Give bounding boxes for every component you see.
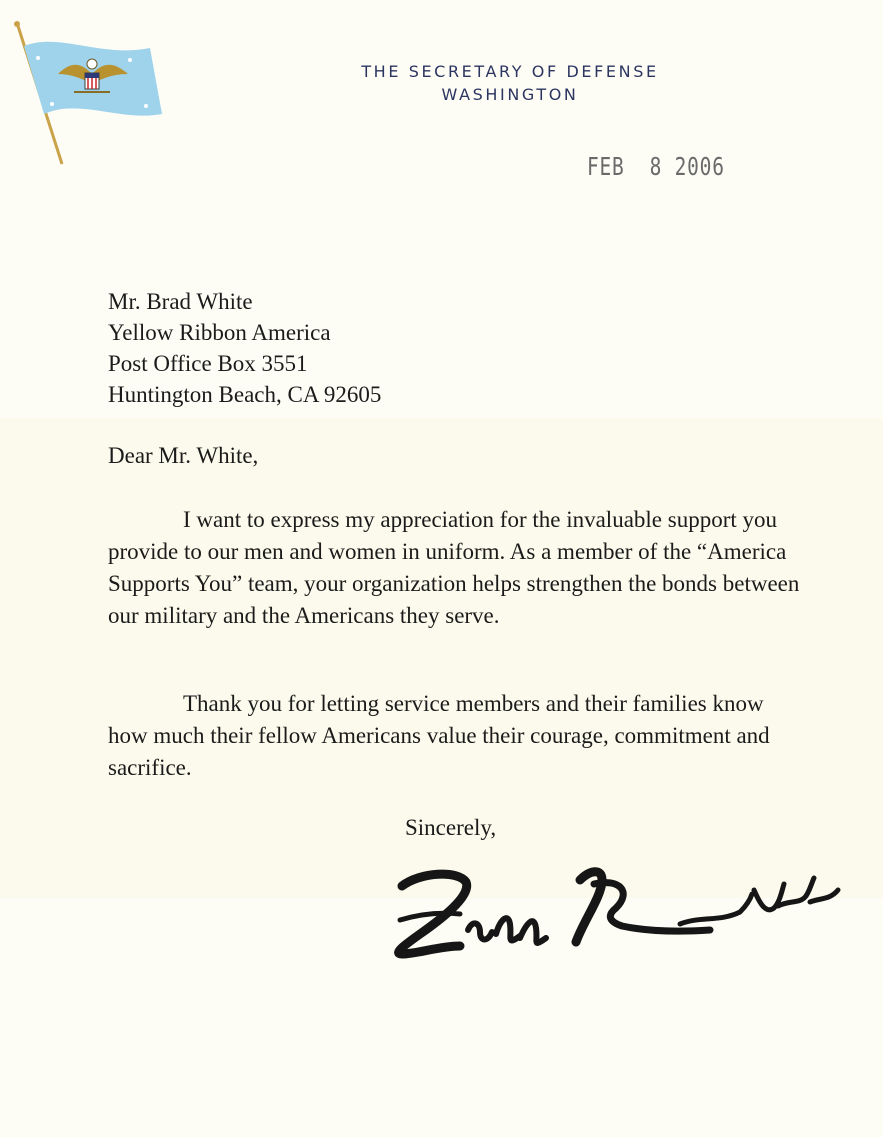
body-paragraph-1: I want to express my appreciation for the invaluable support you provide to our men and women in uniform. As a member of the “America Supports You” team, your organization helps strengthen the bonds between our military and the Americans they serve.	[108, 507, 800, 628]
closing: Sincerely,	[405, 815, 497, 840]
date-stamp: FEB 8 2006	[587, 152, 725, 181]
secretary-flag-icon	[10, 18, 170, 168]
recipient-city-state-zip: Huntington Beach, CA 92605	[108, 382, 382, 407]
letterhead-title: THE SECRETARY OF DEFENSE	[361, 62, 659, 81]
recipient-address	[108, 286, 381, 410]
salutation: Dear Mr. White,	[108, 443, 259, 468]
recipient-name: Mr. Brad White	[108, 289, 253, 314]
recipient-organization: Yellow Ribbon America	[108, 320, 331, 345]
handwritten-signature	[380, 850, 860, 970]
letterhead-city: WASHINGTON	[441, 85, 579, 104]
letterhead	[300, 60, 720, 106]
recipient-street: Post Office Box 3551	[108, 351, 308, 376]
body-paragraph-2: Thank you for letting service members and their families know how much their fellow Americans value their courage, commitment and sacrifice.	[108, 691, 770, 780]
